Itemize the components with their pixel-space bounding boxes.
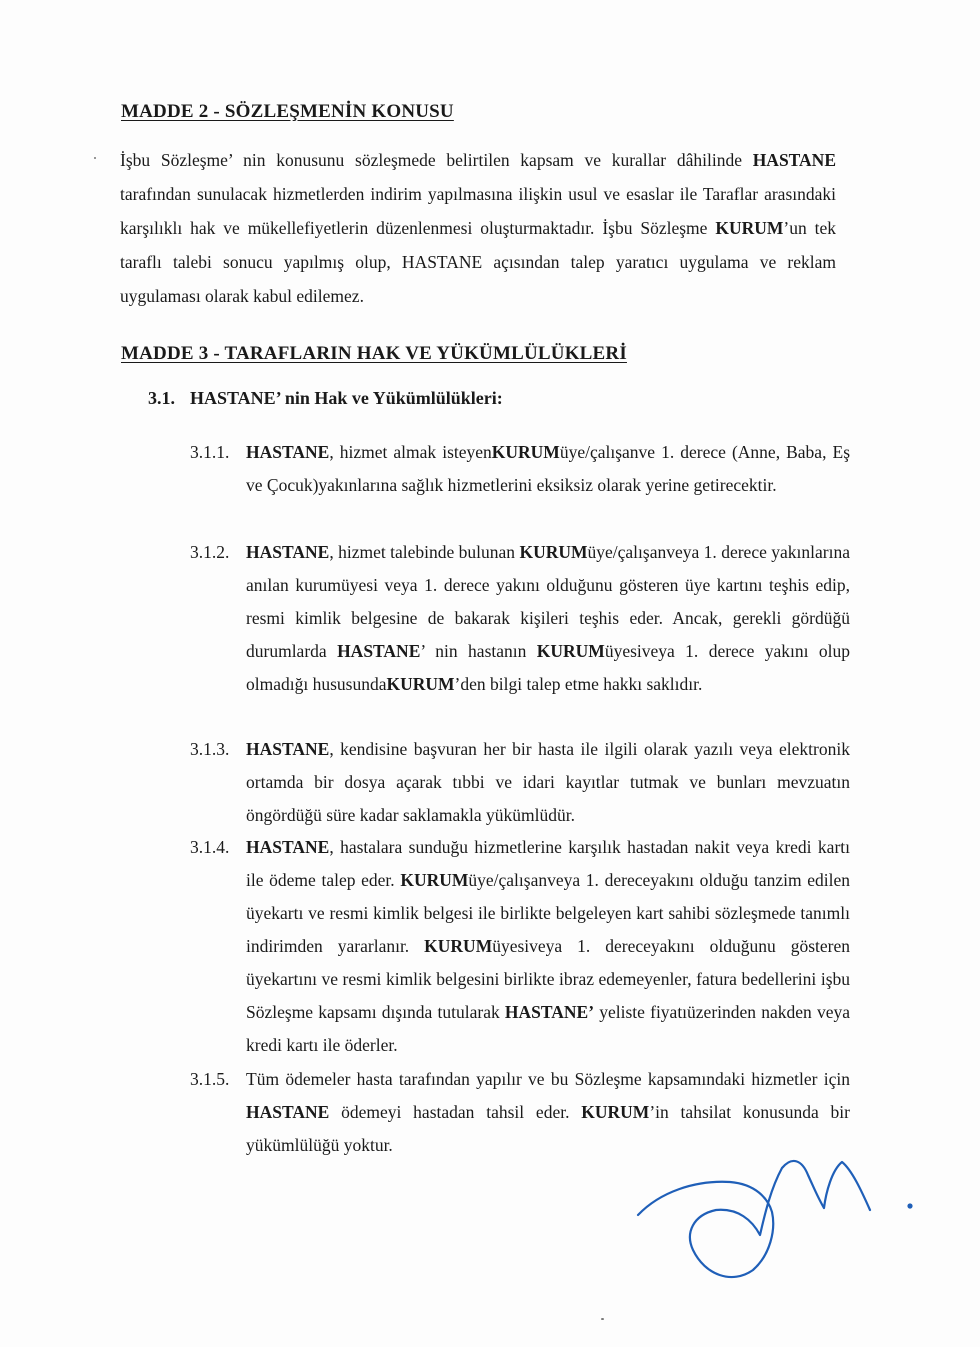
p-bold: KURUM [386, 674, 455, 694]
p-text: ’ nin hastanın [420, 641, 537, 661]
madde-2-paragraph [120, 143, 836, 313]
p-bold: KURUM [519, 542, 588, 562]
clause-number: 3.1.4. [190, 837, 230, 857]
signature-dot [907, 1203, 912, 1208]
clause-3-1-2 [190, 536, 850, 701]
p-text: Tüm ödemeler hasta tarafından yapılır ve bu Sözleşme kapsamındaki hizmetler için [246, 1069, 850, 1089]
p-text: üye/çalışanve 1. derece (Anne, Baba, Eş ve Çocuk)yakınlarına sağlık hizmetlerini eksiksiz olarak yerine getirecektir. [246, 442, 850, 495]
p-bold: KURUM [536, 641, 605, 661]
p-text: , kendisine başvuran her bir hasta ile ilgili olarak yazılı veya elektronik ortamda bir dosya açarak tıbbi ve idari kayıtlar tutmak ve bunları mevzuatın öngördüğü süre kadar saklamakla yükümlüdür. [246, 739, 850, 825]
p-bold: HASTANE [246, 837, 330, 857]
p-bold: HASTANE [246, 542, 330, 562]
clause-text [246, 436, 850, 502]
clause-3-1-1 [190, 436, 850, 502]
p-text: İşbu Sözleşme’ nin konusunu sözleşmede belirtilen kapsam ve kurallar dâhilinde [120, 150, 753, 170]
clause-number: 3.1.5. [190, 1069, 230, 1089]
p-bold: HASTANE’ [504, 1002, 595, 1022]
p-text: , hastalara sunduğu hizmetlerine karşılık hastadan nakit veya kredi kartı ile ödeme talep eder. [246, 837, 850, 890]
p-bold: KURUM [715, 218, 784, 238]
p-bold: KURUM [491, 442, 560, 462]
p-text: üyesiveya 1. derece yakını olup olmadığı hususunda [246, 641, 850, 694]
p-bold: HASTANE [246, 1102, 330, 1122]
p-text: , hizmet talebinde bulunan [329, 542, 520, 562]
signature-mark [620, 1140, 920, 1300]
clause-number: 3.1.1. [190, 442, 230, 462]
p-text: ’un tek taraflı talebi sonucu yapılmış olup, HASTANE açısından talep yaratıcı uygulama ve reklam uygulaması olarak kabul edilemez. [120, 218, 836, 306]
p-bold: HASTANE [337, 641, 421, 661]
scan-speck [94, 157, 96, 159]
p-text: üye/çalışanveya 1. derece yakınlarına anılan kurumüyesi veya 1. derece yakını olduğunu gösteren üye kartını teşhis edip, resmi kimlik belgesine de bakarak kişileri teşhis eder. Ancak, gerekli gördüğü durumlarda [246, 542, 850, 661]
p-text: , hizmet almak isteyen [329, 442, 492, 462]
clause-number: 3.1.2. [190, 542, 230, 562]
section-number: 3.1. [148, 388, 175, 408]
p-bold: HASTANE [246, 739, 330, 759]
p-text: ’den bilgi talep etme hakkı saklıdır. [454, 674, 703, 694]
section-3-1-heading [148, 388, 503, 409]
p-bold: KURUM [424, 936, 493, 956]
p-bold: HASTANE [752, 150, 836, 170]
scan-speck [601, 1318, 604, 1320]
p-text: ödemeyi hastadan tahsil eder. [329, 1102, 582, 1122]
madde-3-heading: MADDE 3 - TARAFLARIN HAK VE YÜKÜMLÜLÜKLERİ [121, 343, 627, 364]
p-text: üyesiveya 1. dereceyakını olduğunu gösteren üyekartını ve resmi kimlik belgesini birlikte ibraz edemeyenler, fatura bedellerini işbu Sözleşme kapsamı dışında tutularak [246, 936, 850, 1022]
madde-2-heading: MADDE 2 - SÖZLEŞMENİN KONUSU [121, 101, 454, 122]
clause-number: 3.1.3. [190, 739, 230, 759]
p-text: tarafından sunulacak hizmetlerden indirim yapılmasına ilişkin usul ve esaslar ile Taraflar arasındaki karşılıklı hak ve mükellefiyetlerin düzenlenmesi oluşturmaktadır. İşbu Sözleşme [120, 184, 836, 238]
p-bold: KURUM [581, 1102, 650, 1122]
clause-3-1-4 [190, 831, 850, 1062]
clause-3-1-3 [190, 733, 850, 832]
clause-text [246, 733, 850, 832]
signature-stroke [638, 1161, 870, 1277]
p-text: üye/çalışanveya 1. dereceyakını olduğu tanzim edilen üyekartı ve resmi kimlik belgesi ile birlikte belgeleyen kart sahibi sözleşmede tanımlı indirimden yararlanır. [246, 870, 850, 956]
p-text: yeliste fiyatıüzerinden nakden veya kredi kartı ile öderler. [246, 1002, 850, 1055]
p-bold: KURUM [400, 870, 469, 890]
clause-text [246, 536, 850, 701]
p-text: ’in tahsilat konusunda bir yükümlülüğü yoktur. [246, 1102, 850, 1155]
clause-text [246, 831, 850, 1062]
p-bold: HASTANE [246, 442, 330, 462]
section-title: HASTANE’ nin Hak ve Yükümlülükleri: [190, 388, 503, 408]
